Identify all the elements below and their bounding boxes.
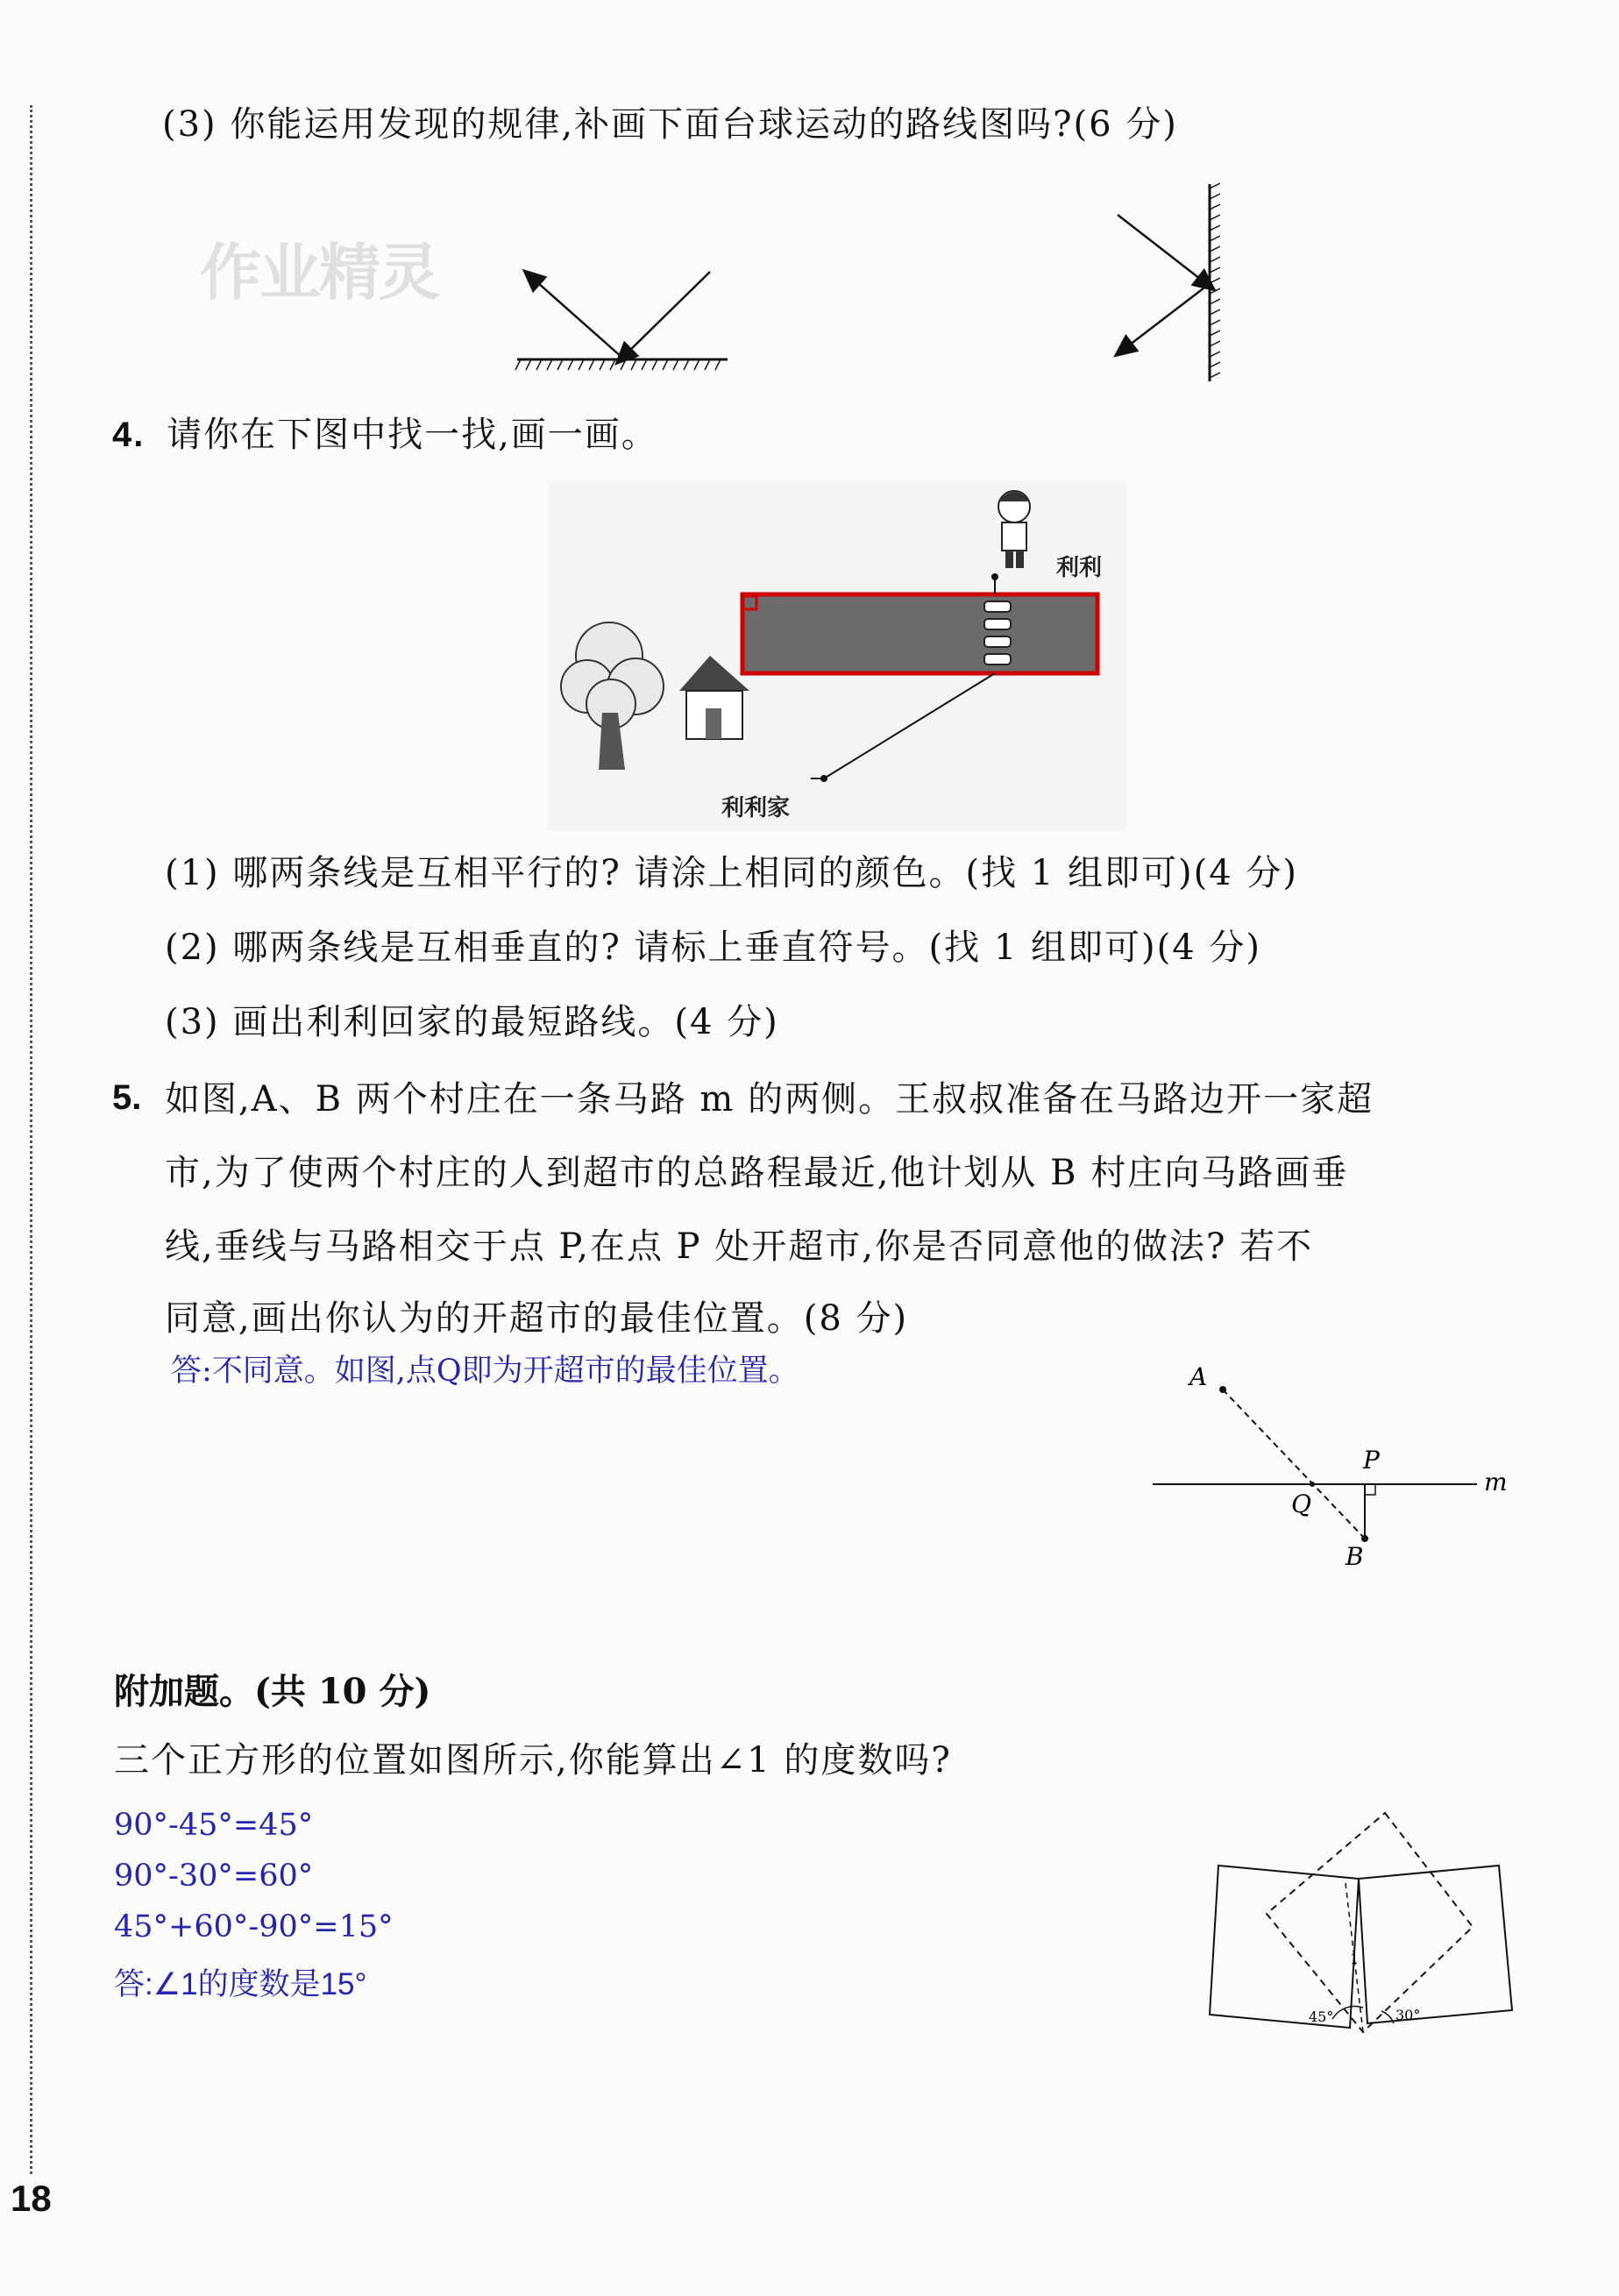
q4-part2: (2) 哪两条线是互相垂直的? 请标上垂直符号。(找 1 组即可)(4 分) bbox=[165, 928, 1261, 968]
q5-figure bbox=[1153, 1354, 1530, 1582]
angle-30-label: 30° bbox=[1395, 2007, 1421, 2023]
watermark: 作业精灵 bbox=[200, 238, 438, 307]
label-q: Q bbox=[1291, 1489, 1311, 1518]
q5-line-3: 线,垂线与马路相交于点 P,在点 P 处开超市,你是否同意他的做法? 若不 bbox=[165, 1226, 1314, 1267]
q5-number: 5. bbox=[112, 1078, 142, 1117]
road-rectangle bbox=[742, 594, 1097, 673]
q4-part1: (1) 哪两条线是互相平行的? 请涂上相同的颜色。(找 1 组即可)(4 分) bbox=[165, 853, 1298, 893]
bonus-answer-4: 答:∠1的度数是15° bbox=[114, 1967, 367, 2001]
bonus-question: 三个正方形的位置如图所示,你能算出∠1 的度数吗? bbox=[114, 1740, 952, 1781]
q4-heading bbox=[112, 412, 658, 458]
square-middle bbox=[1267, 1813, 1473, 2032]
q3-part3-text: (3) 你能运用发现的规律,补画下面台球运动的路线图吗?(6 分) bbox=[162, 104, 1178, 145]
q5-line-2: 市,为了使两个村庄的人到超市的总路程最近,他计划从 B 村庄向马路画垂 bbox=[165, 1153, 1349, 1193]
angle-45-label: 45° bbox=[1309, 2008, 1334, 2025]
billiard-figure-right-wall bbox=[1109, 180, 1232, 390]
square-right bbox=[1359, 1866, 1512, 2023]
bonus-answer-2: 90°-30°=60° bbox=[114, 1859, 314, 1894]
label-b: B bbox=[1346, 1542, 1364, 1571]
q5-line-1: 如图,A、B 两个村庄在一条马路 m 的两侧。王叔叔准备在马路边开一家超 bbox=[165, 1079, 1374, 1120]
square-left bbox=[1210, 1866, 1359, 2028]
q5-answer: 答:不同意。如图,点Q即为开超市的最佳位置。 bbox=[171, 1354, 799, 1389]
q4-number: 4. bbox=[112, 416, 146, 454]
q4-figure bbox=[548, 480, 1126, 831]
q4-title: 请你在下图中找一找,画一画。 bbox=[167, 415, 658, 455]
bonus-figure bbox=[1210, 1813, 1516, 2041]
angle-1-label: 1 bbox=[1350, 1951, 1360, 1967]
bonus-answer-3: 45°+60°-90°=15° bbox=[114, 1909, 394, 1944]
label-m: m bbox=[1484, 1468, 1508, 1496]
house-label: 利利家 bbox=[721, 795, 791, 821]
q5-line-4: 同意,画出你认为的开超市的最佳位置。(8 分) bbox=[165, 1298, 909, 1339]
person-label: 利利 bbox=[1056, 555, 1103, 581]
label-a: A bbox=[1189, 1362, 1208, 1391]
bonus-answer-1: 90°-45°=45° bbox=[114, 1808, 314, 1843]
label-p: P bbox=[1363, 1446, 1380, 1475]
q4-part3: (3) 画出利利回家的最短路线。(4 分) bbox=[165, 1002, 779, 1042]
billiard-figure-bottom-wall bbox=[508, 259, 736, 373]
bonus-title: 附加题。(共 10 分) bbox=[114, 1671, 431, 1712]
page-number: 18 bbox=[11, 2178, 52, 2219]
binding-margin-line bbox=[30, 105, 32, 2174]
